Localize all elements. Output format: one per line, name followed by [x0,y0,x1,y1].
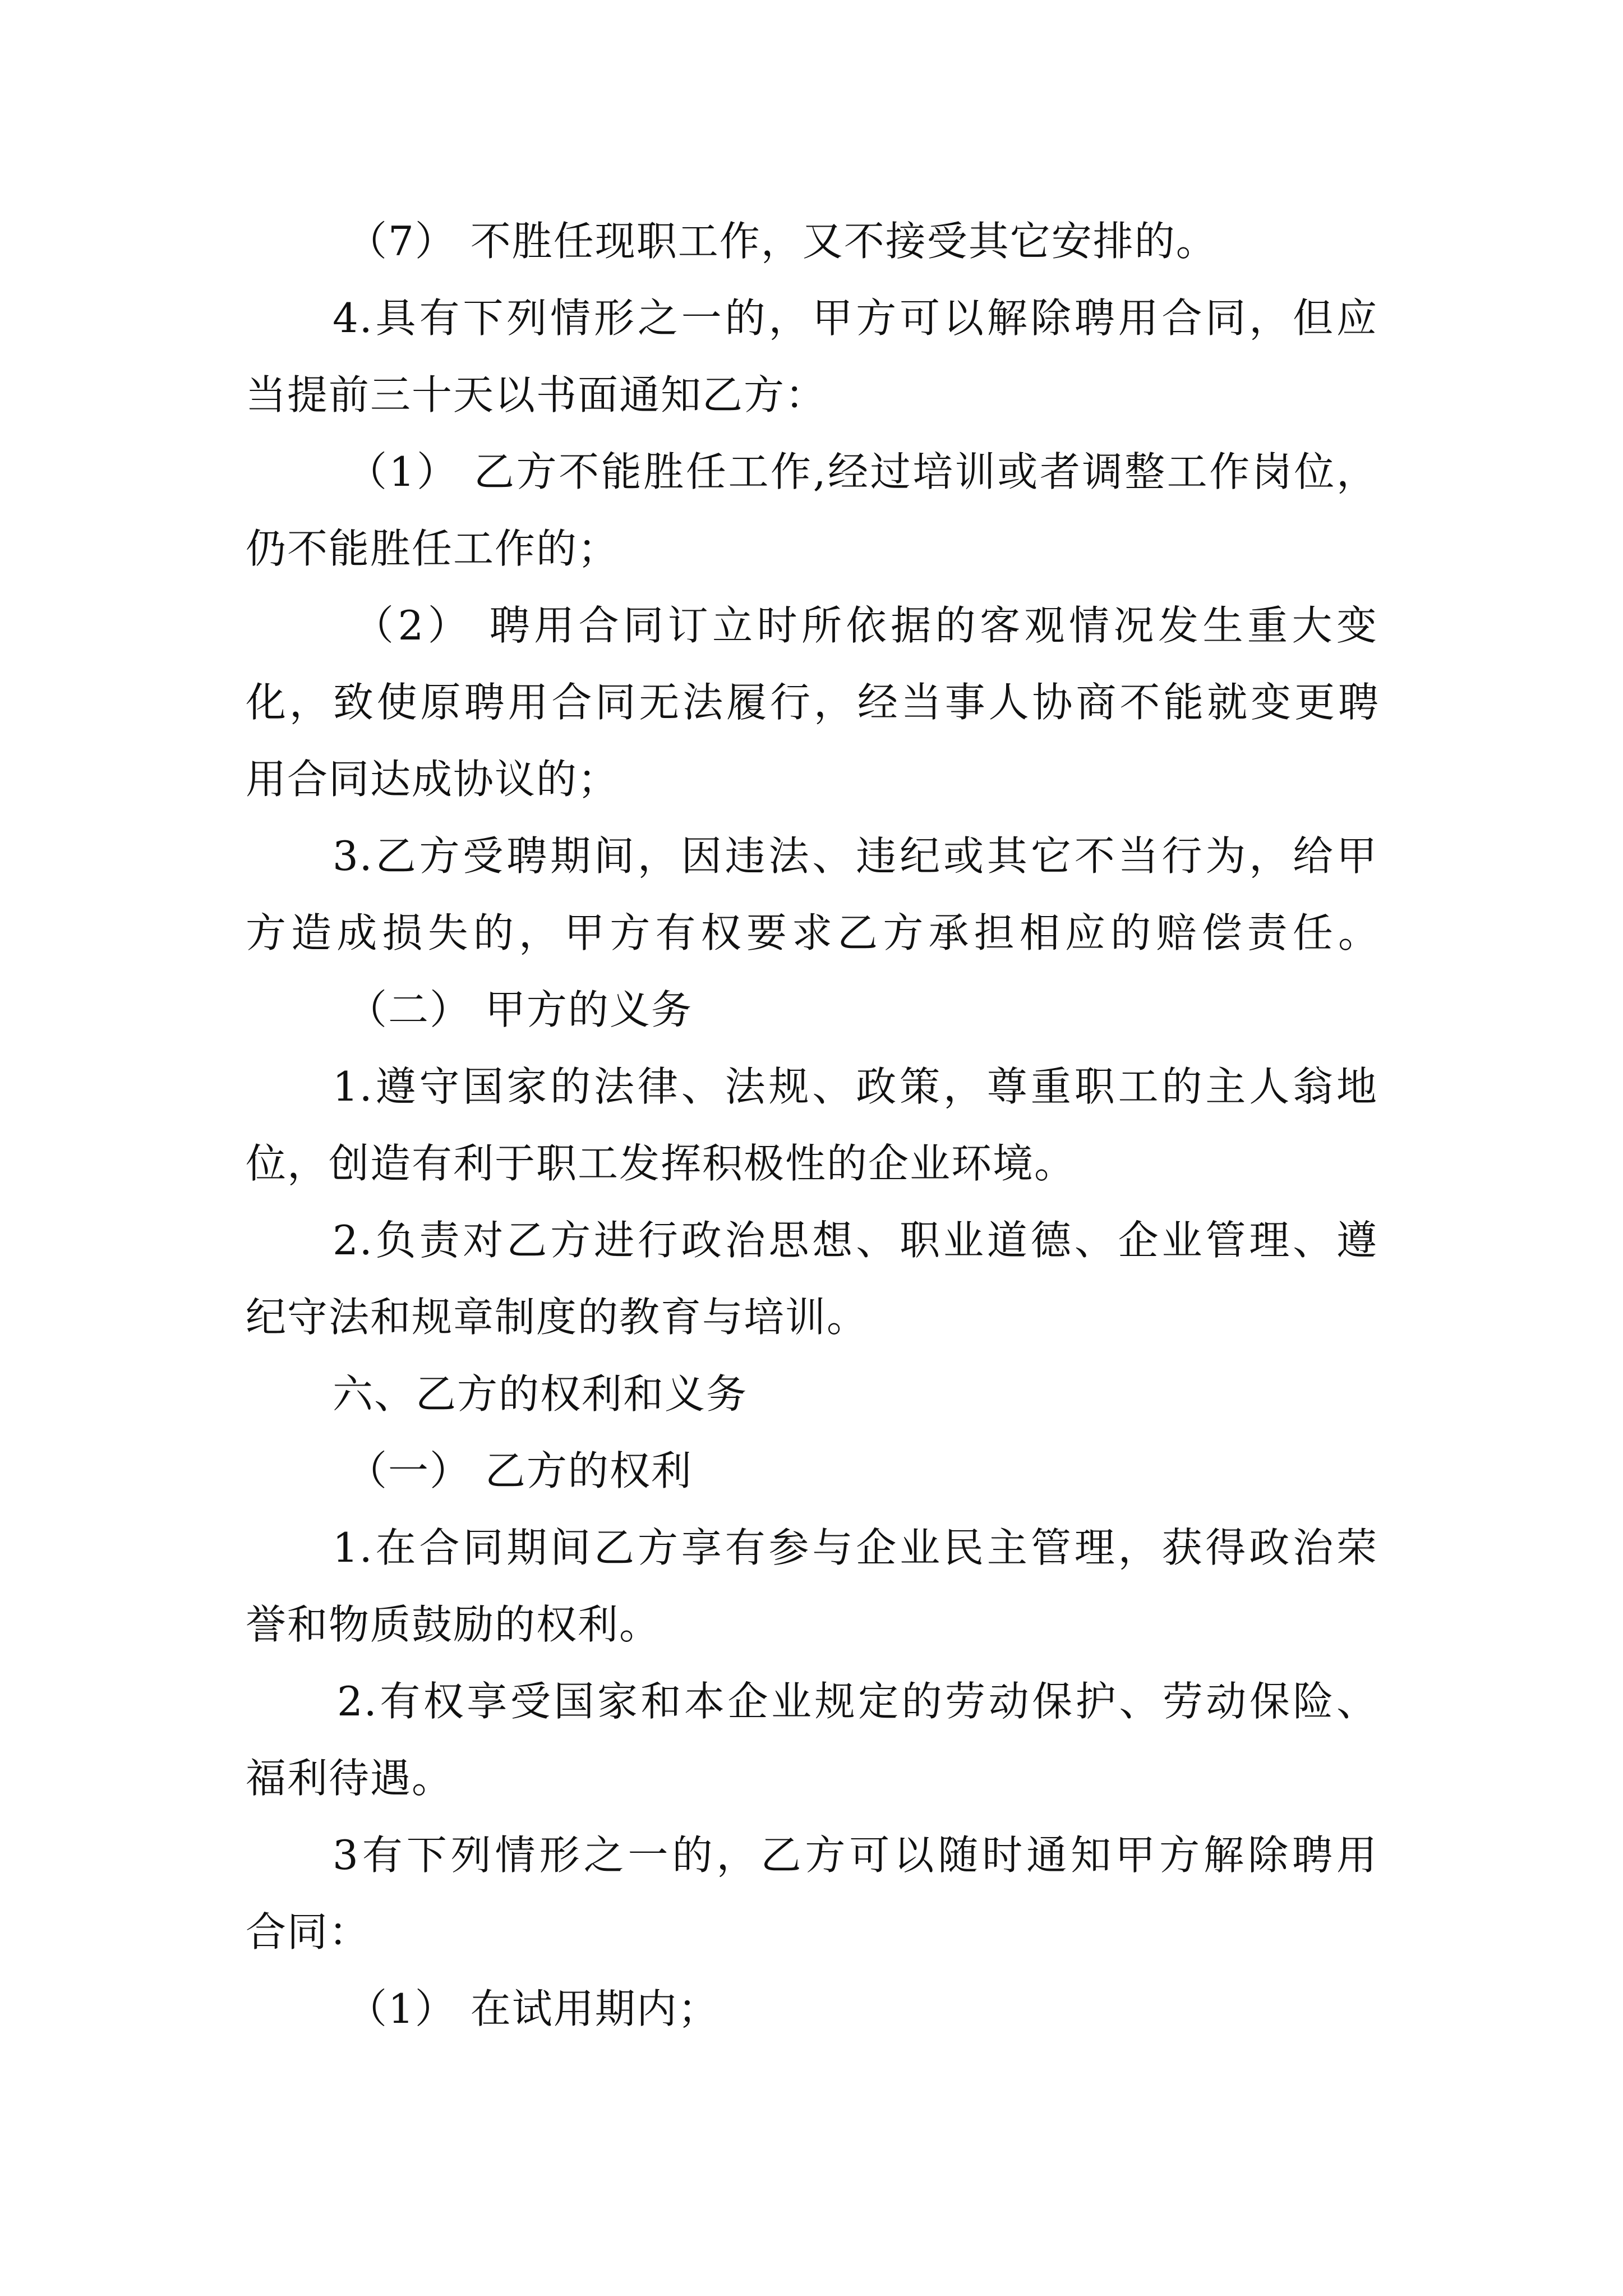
text-line: （1） 乙方不能胜任工作,经过培训或者调整工作岗位， [347,448,1378,495]
text-line: 用合同达成协议的； [246,756,620,803]
text-line: 3有下列情形之一的，乙方可以随时通知甲方解除聘用 [333,1832,1378,1879]
text-line: 福利待遇。 [246,1755,454,1802]
text-line: 方造成损失的，甲方有权要求乙方承担相应的赔偿责任。 [246,909,1380,956]
section-heading: （二） 甲方的义务 [347,986,693,1033]
text-line: 2.负责对乙方进行政治思想、职业道德、企业管理、遵 [333,1217,1378,1264]
text-line: 化，致使原聘用合同无法履行，经当事人协商不能就变更聘 [246,679,1380,726]
text-line: 4.具有下列情形之一的，甲方可以解除聘用合同，但应 [333,295,1378,342]
section-heading: 六、乙方的权利和义务 [333,1370,748,1418]
text-line: （7） 不胜任现职工作，又不接受其它安排的。 [347,218,1218,265]
text-line: 位，创造有利于职工发挥积极性的企业环境。 [246,1140,1076,1187]
text-line: 3.乙方受聘期间，因违法、违纪或其它不当行为，给甲 [333,832,1378,880]
text-line: （2） 聘用合同订立时所依据的客观情况发生重大变 [353,602,1378,649]
text-line: 当提前三十天以书面通知乙方： [246,371,827,418]
text-line: 仍不能胜任工作的； [246,525,620,572]
text-line: 2.有权享受国家和本企业规定的劳动保护、劳动保险、 [337,1678,1378,1725]
text-line: 合同： [246,1908,371,1955]
text-line: 誉和物质鼓励的权利。 [246,1601,661,1648]
text-line: 纪守法和规章制度的教育与培训。 [246,1294,869,1341]
text-line: （1） 在试用期内； [347,1985,720,2032]
text-line: 1.在合同期间乙方享有参与企业民主管理，获得政治荣 [333,1524,1378,1571]
section-heading: （一） 乙方的权利 [347,1447,693,1494]
text-line: 1.遵守国家的法律、法规、政策，尊重职工的主人翁地 [333,1063,1378,1110]
